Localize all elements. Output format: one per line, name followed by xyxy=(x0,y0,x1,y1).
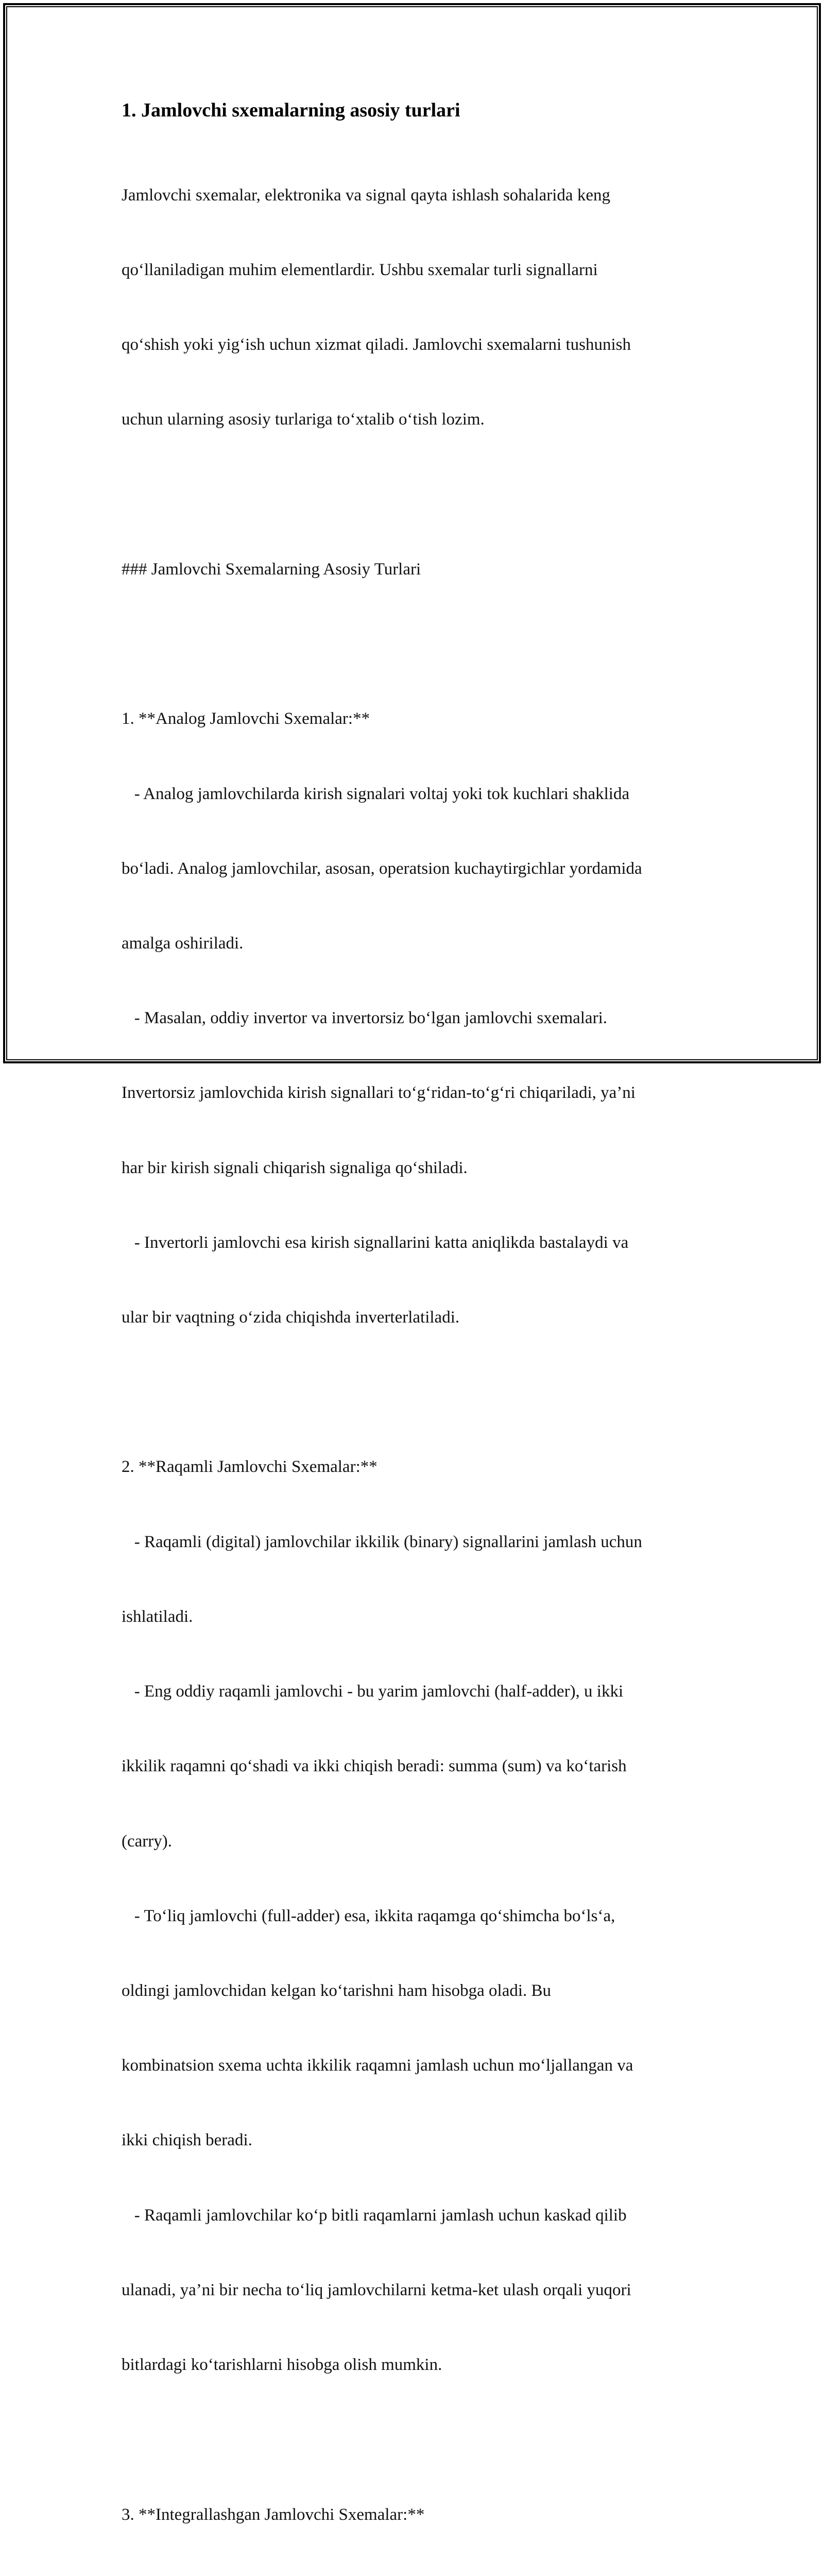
text-line: ikkilik raqamni qo‘shadi va ikki chiqish beradi: summa (sum) va ko‘tarish xyxy=(122,1757,627,1776)
subheading-line: ### Jamlovchi Sxemalarning Asosiy Turlari xyxy=(122,560,421,579)
text-line: - To‘liq jamlovchi (full-adder) esa, ikkita raqamga qo‘shimcha bo‘ls‘a, xyxy=(122,1906,615,1925)
list-item-heading: 3. **Integrallashgan Jamlovchi Sxemalar:** xyxy=(122,2505,425,2524)
text-line: Invertorsiz jamlovchida kirish signallari to‘g‘ridan-to‘g‘ri chiqariladi, ya’ni xyxy=(122,1083,636,1103)
text-line: - Analog jamlovchilarda kirish signalari voltaj yoki tok kuchlari shaklida xyxy=(122,784,630,803)
list-item-heading: 2. **Raqamli Jamlovchi Sxemalar:** xyxy=(122,1458,377,1477)
text-line: bo‘ladi. Analog jamlovchilar, asosan, operatsion kuchaytirgichlar yordamida xyxy=(122,859,642,878)
text-line: Jamlovchi sxemalar, elektronika va signal qayta ishlash sohalarida keng xyxy=(122,185,610,205)
section-heading: 1. Jamlovchi sxemalarning asosiy turlari xyxy=(122,99,460,121)
text-line: bitlardagi ko‘tarishlarni hisobga olish mumkin. xyxy=(122,2355,442,2375)
body-text xyxy=(122,133,714,2576)
blank-line xyxy=(122,1380,714,1404)
text-line: - Invertorli jamlovchi esa kirish signallarini katta aniqlikda bastalaydi va xyxy=(122,1233,629,1252)
document-body xyxy=(122,96,714,2576)
list-item-heading: 1. **Analog Jamlovchi Sxemalar:** xyxy=(122,709,370,728)
text-line: - Raqamli (digital) jamlovchilar ikkilik (binary) signallarini jamlash uchun xyxy=(122,1532,642,1551)
text-line: qo‘shish yoki yig‘ish uchun xizmat qiladi. Jamlovchi sxemalarni tushunish xyxy=(122,335,631,354)
blank-line xyxy=(122,632,714,656)
text-line: - Masalan, oddiy invertor va invertorsiz bo‘lgan jamlovchi sxemalari. xyxy=(122,1009,607,1028)
text-line: qo‘llaniladigan muhim elementlardir. Ushbu sxemalar turli signallarni xyxy=(122,261,598,280)
text-line: amalga oshiriladi. xyxy=(122,934,244,953)
text-line: ishlatiladi. xyxy=(122,1607,193,1626)
text-line: kombinatsion sxema uchta ikkilik raqamni jamlash uchun mo‘ljallangan va xyxy=(122,2056,633,2075)
text-line: oldingi jamlovchidan kelgan ko‘tarishni ham hisobga oladi. Bu xyxy=(122,1981,552,2001)
text-line: uchun ularning asosiy turlariga to‘xtalib o‘tish lozim. xyxy=(122,410,485,429)
blank-line xyxy=(122,2427,714,2452)
text-line: ulanadi, ya’ni bir necha to‘liq jamlovchilarni ketma-ket ulash orqali yuqori xyxy=(122,2280,631,2299)
text-line: - Raqamli jamlovchilar ko‘p bitli raqamlarni jamlash uchun kaskad qilib xyxy=(122,2206,627,2225)
text-line: (carry). xyxy=(122,1832,173,1851)
text-line: ular bir vaqtning o‘zida chiqishda inverterlatiladi. xyxy=(122,1308,460,1327)
text-line: - Eng oddiy raqamli jamlovchi - bu yarim jamlovchi (half-adder), u ikki xyxy=(122,1682,624,1701)
text-line: har bir kirish signali chiqarish signaliga qo‘shiladi. xyxy=(122,1158,468,1177)
blank-line xyxy=(122,482,714,507)
text-line: ikki chiqish beradi. xyxy=(122,2131,252,2150)
